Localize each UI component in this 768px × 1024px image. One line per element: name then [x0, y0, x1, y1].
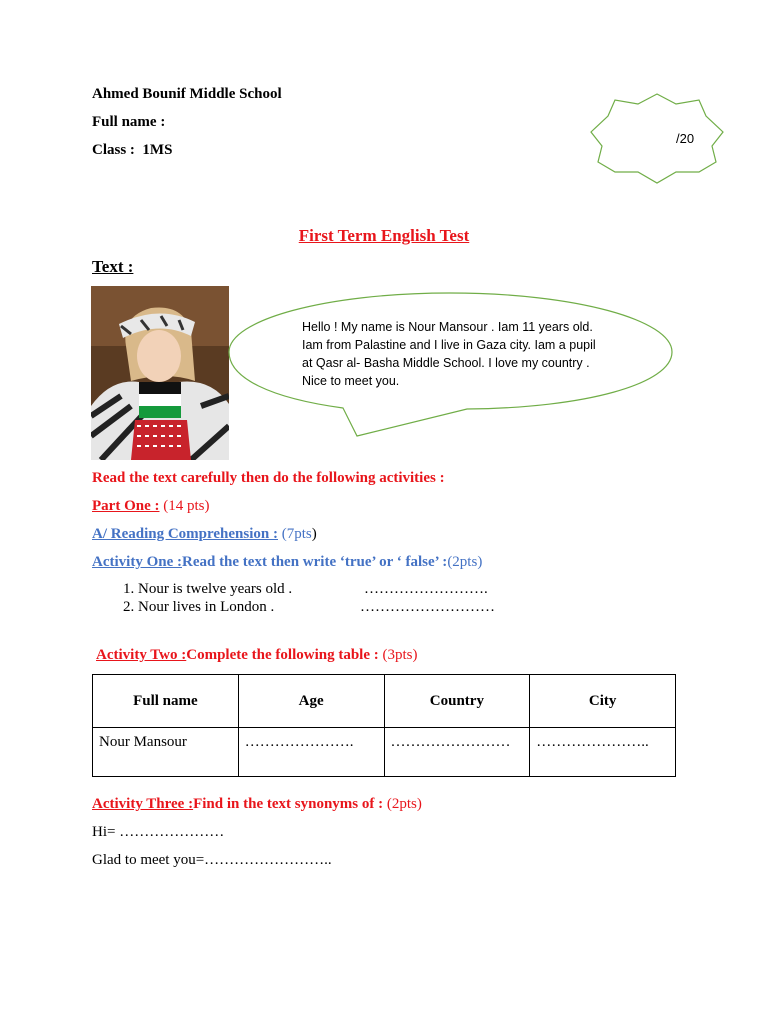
class-label: Class :: [92, 142, 135, 158]
instructions: Read the text carefully then do the following activities :: [92, 470, 445, 486]
list-item: [138, 580, 638, 598]
activity-one-instruction: Read the text then write ‘true’ or ‘ false’ :: [181, 554, 448, 570]
activity-one-heading: [92, 554, 482, 571]
school-name: Ahmed Bounif Middle School: [92, 86, 282, 102]
header-country: Country: [384, 675, 530, 728]
activity-one-label: Activity One :: [92, 554, 182, 570]
activity-three-label: Activity Three :: [92, 796, 194, 812]
section-a-points: (7pts: [281, 526, 312, 542]
class-line: [92, 142, 172, 159]
girl-photo: [91, 286, 229, 460]
text-label: Text :: [92, 257, 134, 276]
activity-three-heading: [92, 796, 422, 813]
part-one-label: Part One :: [92, 498, 160, 514]
full-name-label: Full name :: [92, 114, 166, 130]
cell-age-blank[interactable]: ………………….: [238, 728, 384, 777]
info-table: [92, 674, 676, 777]
table-row: [93, 728, 676, 777]
section-a-heading: [92, 526, 317, 543]
true-false-list: [92, 580, 638, 616]
score-badge-star: [588, 92, 726, 186]
activity-two-instruction: Complete the following table :: [186, 647, 379, 663]
activity-three-points: (2pts): [386, 796, 422, 812]
activity-two-label: Activity Two :: [96, 647, 187, 663]
speech-bubble-text: Hello ! My name is Nour Mansour . Iam 11 years old. Iam from Palastine and I live in Gaza city. Iam a pupil at Qasr al- Basha Middle School. I love my country . Nice to meet you.: [302, 320, 596, 388]
activity-two-points: (3pts): [382, 647, 418, 663]
part-one-points: (14 pts): [163, 498, 210, 514]
header-age: Age: [238, 675, 384, 728]
section-a-close: ): [311, 526, 317, 542]
section-a-label: A/ Reading Comprehension :: [92, 526, 278, 542]
synonym-item-glad[interactable]: Glad to meet you=……………………..: [92, 852, 332, 868]
tf-item-text: Nour lives in London .: [138, 599, 275, 615]
class-value: 1MS: [142, 142, 173, 158]
answer-blank[interactable]: …………………….: [364, 581, 488, 597]
table-header-row: [93, 675, 676, 728]
page-title: First Term English Test: [298, 226, 470, 245]
activity-three-instruction: Find in the text synonyms of :: [193, 796, 384, 812]
synonym-item-hi[interactable]: Hi= …………………: [92, 824, 225, 840]
header-full-name: Full name: [93, 675, 239, 728]
cell-city-blank[interactable]: …………………..: [530, 728, 676, 777]
tf-item-text: Nour is twelve years old .: [138, 581, 293, 597]
score-total: /20: [676, 131, 695, 146]
activity-two-heading: [96, 647, 418, 664]
cell-country-blank[interactable]: ……………………: [384, 728, 530, 777]
list-item: [138, 598, 638, 616]
activity-one-points: (2pts): [447, 554, 483, 570]
header-city: City: [530, 675, 676, 728]
answer-blank[interactable]: ………………………: [360, 599, 495, 615]
part-one-heading: [92, 498, 209, 515]
cell-full-name: Nour Mansour: [93, 728, 239, 777]
